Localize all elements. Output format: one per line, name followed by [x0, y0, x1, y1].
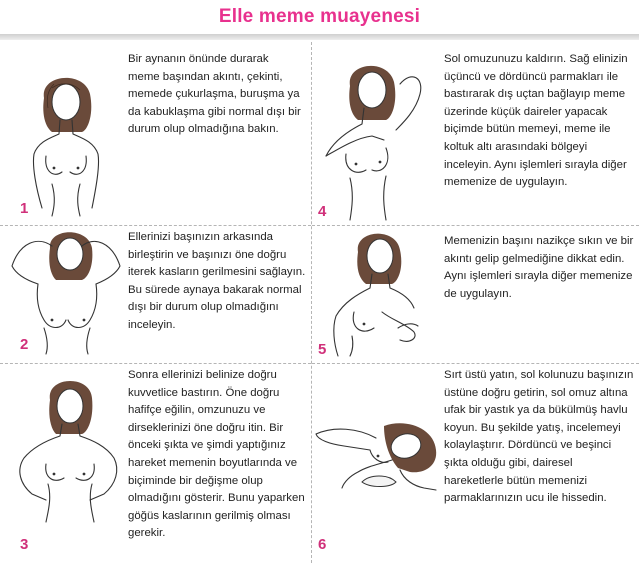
woman-squeezing-nipple-illustration: [322, 228, 426, 358]
row-divider: [0, 363, 311, 365]
row-divider: [312, 225, 639, 227]
step-number: 3: [20, 536, 29, 553]
step-text: Bir aynanın önünde durarak meme başından akıntı, çekinti, memede çukurlaşma, buruşma ya da kabuklaşma gibi normal dışı bir durum olup olmadığına bakın.: [128, 53, 301, 136]
woman-hands-on-hips-illustration: [6, 374, 126, 524]
step-number: 5: [318, 341, 327, 358]
step-text: Ellerinizi başınızın arkasında birleştirin ve başınızı öne doğru iterek kasların gerilmesini sağlayın. Bu sürede aynaya bakarak normal dışı bir durum olup olmadığını inceleyin.: [128, 231, 306, 331]
title-divider: [0, 34, 639, 40]
step-text: Memenizin başını nazikçe sıkın ve bir akıntı gelip gelmediğine dikkat edin. Aynı işlemleri sırayla diğer memenize de uygulayın.: [444, 235, 634, 300]
woman-arm-raised-palpating-illustration: [316, 58, 434, 222]
row-divider: [312, 363, 639, 365]
step-text: Sırt üstü yatın, sol kolunuzu başınızın üstüne doğru getirin, sol omuz altına ufak bir yastık ya da bükülmüş havlu koyun. Bu şekilde yatış, incelemeyi kolaylaştırır. Dördüncü ve beşinci şıkta olduğu gibi, dairesel hareketlerle bütün memenizi parmaklarınızın ucu ile hissedin.: [444, 369, 634, 505]
step-number: 2: [20, 336, 29, 353]
column-divider: [311, 42, 313, 563]
step-number: 4: [318, 203, 327, 220]
page-title: Elle meme muayenesi: [218, 6, 421, 27]
row-divider: [0, 225, 311, 227]
woman-standing-arms-down-illustration: [12, 68, 120, 218]
step-text: Sol omuzunuzu kaldırın. Sağ elinizin üçüncü ve dördüncü parmakları ile bastırarak dış uçtan bağlayıp meme üzerinde küçük daireler yapacak biçimde bütün memeyi, meme ile koltuk altı arasındaki bölgeyi inceleyin. Aynı işlemleri sırayla diğer memenize de uygulayın.: [444, 53, 628, 189]
step-number: 1: [20, 200, 29, 217]
woman-lying-on-back-illustration: [314, 420, 438, 500]
step-number: 6: [318, 536, 327, 553]
step-text: Sonra ellerinizi belinize doğru kuvvetlice bastırın. Öne doğru hafifçe eğilin, omzunuzu ve dirseklerinizi öne doğru itin. Bir önceki şıkta ve şimdi yaptığınız hareket memenin boyutlarında ve biçiminde bir değişme olup olmadığını gösterir. Bunu yaparken göğüs kaslarının gerilmiş olması gerekir.: [128, 369, 305, 540]
